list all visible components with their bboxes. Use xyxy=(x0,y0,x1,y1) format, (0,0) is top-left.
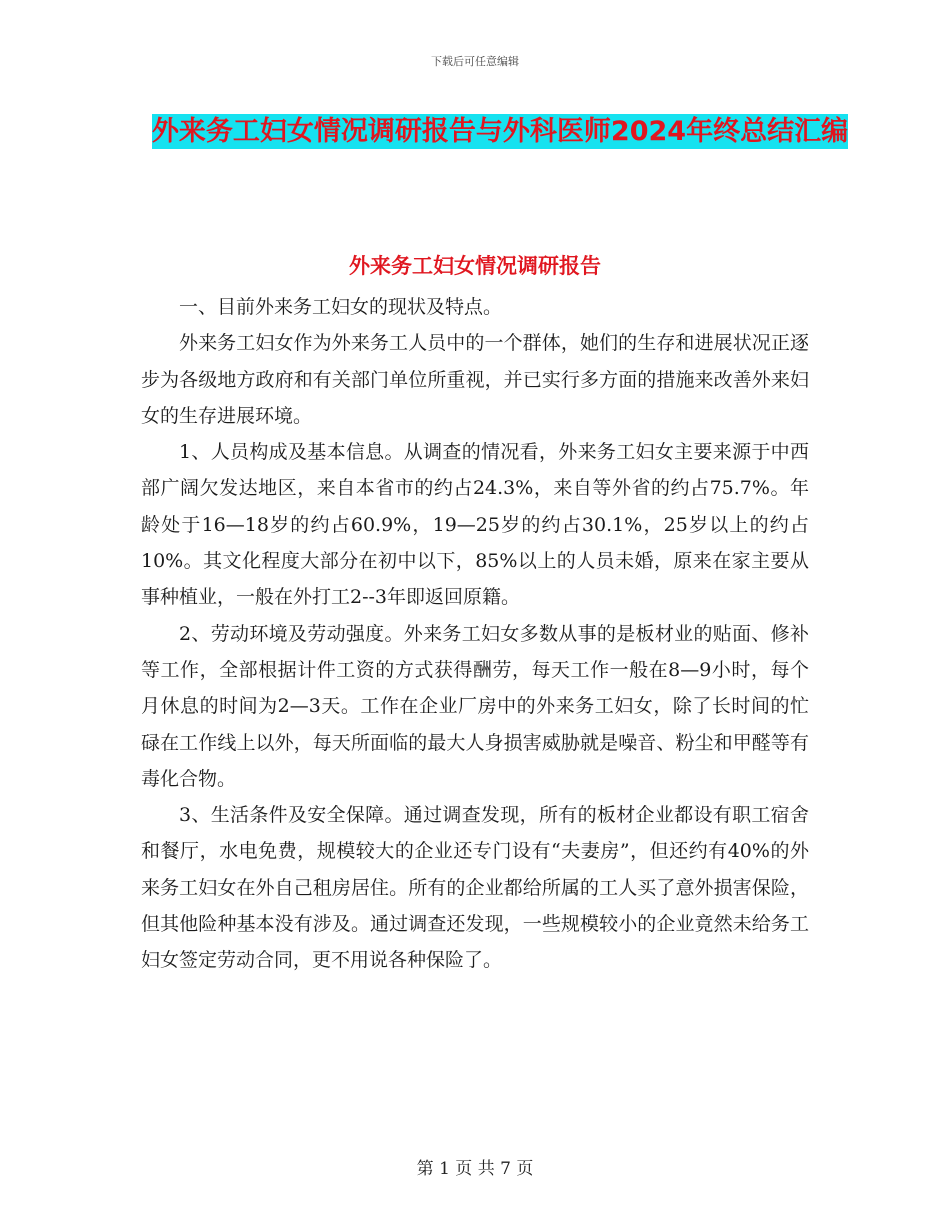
body-paragraph: 1、人员构成及基本信息。从调查的情况看，外来务工妇女主要来源于中西部广阔欠发达地区，来自本省市的约占24.3%，来自等外省的约占75.7%。年龄处于16—18岁的约占60.9%，19—25岁的约占30.1%，25岁以上的约占10%。其文化程度大部分在初中以下，85%以上的人员未婚，原来在家主要从事种植业，一般在外打工2--3年即返回原籍。 xyxy=(141,441,809,609)
body-paragraph: 2、劳动环境及劳动强度。外来务工妇女多数从事的是板材业的贴面、修补等工作，全部根据计件工资的方式获得酬劳，每天工作一般在8—9小时，每个月休息的时间为2—3天。工作在企业厂房中的外来务工妇女，除了长时间的忙碌在工作线上以外，每天所面临的最大人身损害威胁就是噪音、粉尘和甲醛等有毒化合物。 xyxy=(141,622,809,790)
document-title xyxy=(140,110,860,154)
body-paragraph: 外来务工妇女作为外来务工人员中的一个群体，她们的生存和进展状况正逐步为各级地方政府和有关部门单位所重视，并已实行多方面的措施来改善外来妇女的生存进展环境。 xyxy=(141,332,809,427)
heading-paragraph: 一、目前外来务工妇女的现状及特点。 xyxy=(179,296,503,318)
section-title: 外来务工妇女情况调研报告 xyxy=(349,254,601,278)
document-body xyxy=(141,289,809,979)
document-title-text: 外来务工妇女情况调研报告与外科医师2024年终总结汇编 xyxy=(151,116,849,147)
header-note: 下载后可任意编辑 xyxy=(431,55,519,68)
page-number-footer: 第 1 页 共 7 页 xyxy=(416,1159,534,1179)
body-paragraph: 3、生活条件及安全保障。通过调查发现，所有的板材企业都设有职工宿舍和餐厅，水电免费，规模较大的企业还专门设有“夫妻房”，但还约有40%的外来务工妇女在外自己租房居住。所有的企业都给所属的工人买了意外损害保险，但其他险种基本没有涉及。通过调查还发现，一些规模较小的企业竟然未给务工妇女签定劳动合同，更不用说各种保险了。 xyxy=(141,804,809,972)
